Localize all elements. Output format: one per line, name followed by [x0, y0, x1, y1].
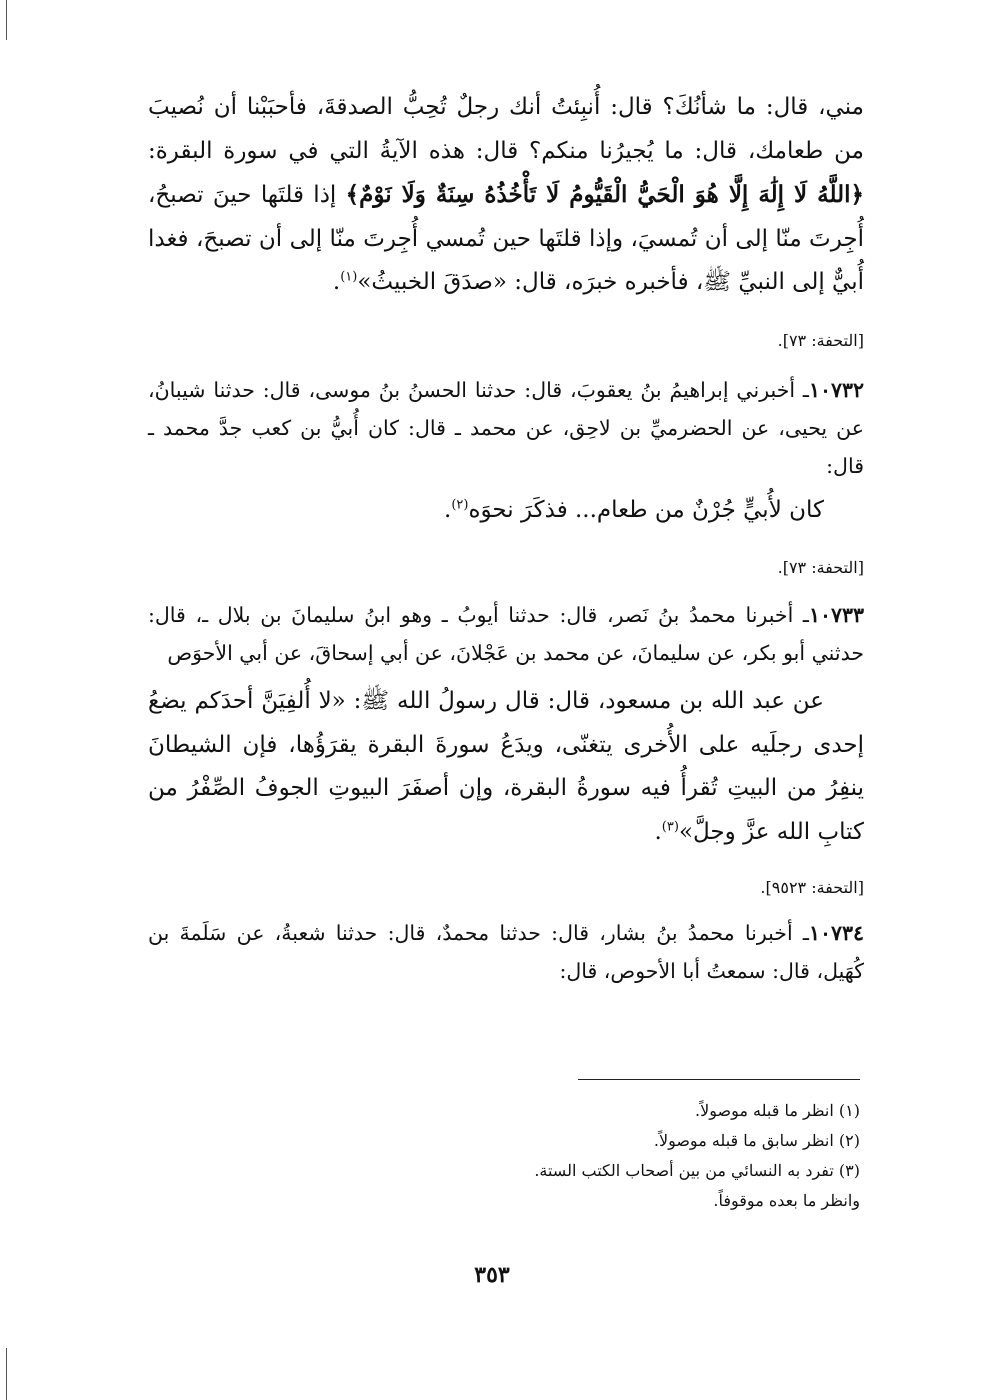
footnote-2: (٢) انظر سابق ما قبله موصولاً. [653, 1131, 860, 1150]
hadith-number-10734: ١٠٧٣٤ [808, 921, 864, 945]
page-body [148, 86, 864, 990]
hadith-10732 [148, 371, 864, 485]
footnote-ref-1: (١) [340, 269, 358, 285]
tuhfa-ref-3: [التحفة: ٩٥٢٣]. [760, 878, 864, 897]
footnote-1: (١) انظر ما قبله موصولاً. [695, 1101, 860, 1120]
page-edge-line-bottom [6, 1348, 7, 1400]
paragraph-2: كان لأُبيٍّ جُرْنٌ من طعام... فذكَرَ نحوَه$^{(٢)}$. [444, 496, 824, 523]
paragraph-3: عن عبد الله بن مسعود، قال: قال رسولُ الله ﷺ: «لا أُلفِيَنَّ أحدَكم يضعُ إحدى رجلَيه على الأُخرى يتغنّى، ويدَعُ سورةَ البقرة يقرَؤُها، فإن الشيطانَ ينفِرُ من البيتِ تُقرأُ فيه سورةُ البقرة، وإن أصفَرَ البيوتِ الجوفُ الصِّفْرُ من كتابِ الله عزَّ وجلَّ»$^{(٣)}$. [148, 688, 864, 845]
hadith-number-10733: ١٠٧٣٣ [808, 603, 864, 627]
footnote-ref-2: (٢) [451, 496, 469, 512]
hadith-10733-text: ـ أخبرنا محمدُ بنُ نَصر، قال: حدثنا أيوبُ ـ وهو ابنُ سليمانَ بن بلال ـ، قال: حدثني أبو بكر، عن سليمانَ، عن محمد بن عَجْلانَ، عن أبي إسحاقَ، عن أبي الأحوَص [148, 603, 864, 665]
hadith-10734-text: ـ أخبرنا محمدُ بنُ بشار، قال: حدثنا محمدٌ، قال: حدثنا شعبةُ، عن سَلَمةَ بن كُهَيل، قال: سمعتُ أبا الأحوص، قال: [148, 921, 864, 983]
paragraph-1-text: مني، قال: ما شأنُكَ؟ قال: أُنبِئتُ أنك رجلٌ تُحِبُّ الصدقةَ، فأحبَبْنا أن نُصيبَ من طعامك، قال: ما يُجيرُنا منكم؟ قال: هذه الآيةُ التي في سورة البقرة: [148, 94, 864, 164]
footnote-3-continued: وانظر ما بعده موقوفاً. [713, 1191, 860, 1210]
footnote-3: (٣) تفرد به النسائي من بين أصحاب الكتب الستة. [534, 1161, 860, 1180]
paragraph-2-text: كان لأُبيٍّ جُرْنٌ من طعام... فذكَرَ نحوَه [468, 496, 824, 523]
footnote-separator [578, 1079, 860, 1080]
paragraph-1: مني، قال: ما شأنُكَ؟ قال: أُنبِئتُ أنك رجلٌ تُحِبُّ الصدقةَ، فأحبَبْنا أن نُصيبَ من طعامك، قال: ما يُجيرُنا منكم؟ قال: هذه الآيةُ التي في سورة البقرة: ﴿اللَّهُ لَا إِلَٰهَ إِلَّا هُوَ الْحَيُّ الْقَيُّومُ لَا تَأْخُذُهُ سِنَةٌ وَلَا نَوْمٌ﴾ إذا قلتَها حينَ تصبحُ، أُجِرتَ منّا إلى أن تُمسيَ، وإذا قلتَها حين تُمسي أُجِرتَ منّا إلى أن تصبحَ، فغدا أُبيٌّ إلى النبيِّ ﷺ، فأخبره خبرَه، قال: «صدَقَ الخبيثُ»$^{(١)}$. [148, 94, 864, 295]
footnotes [420, 1096, 860, 1216]
page-edge-line-top [6, 0, 7, 40]
paragraph-3-text: عن عبد الله بن مسعود، قال: قال رسولُ الله ﷺ: «لا أُلفِيَنَّ أحدَكم يضعُ إحدى رجلَيه على الأُخرى يتغنّى، ويدَعُ سورةَ البقرة يقرَؤُها، فإن الشيطانَ ينفِرُ من البيتِ تُقرأُ فيه سورةُ البقرة، وإن أصفَرَ البيوتِ الجوفُ الصِّفْرُ من كتابِ الله عزَّ وجلَّ» [148, 688, 864, 845]
hadith-10732-text: ـ أخبرني إبراهيمُ بنُ يعقوبَ، قال: حدثنا الحسنُ بنُ موسى، قال: حدثنا شيبانُ، عن يحيى، عن الحضرميِّ بن لاحِق، عن محمد ـ قال: كان أُبيُّ بن كعب جدَّ محمد ـ قال: [148, 377, 864, 478]
hadith-number-10732: ١٠٧٣٢ [808, 377, 864, 402]
page-number: ٣٥٣ [474, 1262, 510, 1288]
hadith-10734 [148, 914, 864, 990]
paragraph-1-end: إذا قلتَها حينَ تصبحُ، أُجِرتَ منّا إلى أن تُمسيَ، وإذا قلتَها حين تُمسي أُجِرتَ منّا إلى أن تصبحَ، فغدا أُبيٌّ إلى النبيِّ ﷺ، فأخبره خبرَه، قال: «صدَقَ الخبيثُ» [148, 182, 864, 295]
hadith-10733 [148, 596, 864, 672]
footnote-ref-3: (٣) [661, 818, 679, 834]
tuhfa-ref-2: [التحفة: ٧٣]. [777, 558, 864, 577]
tuhfa-ref-1: [التحفة: ٧٣]. [777, 330, 864, 350]
quran-verse: ﴿اللَّهُ لَا إِلَٰهَ إِلَّا هُوَ الْحَيُّ الْقَيُّومُ لَا تَأْخُذُهُ سِنَةٌ وَلَا نَوْمٌ﴾ [345, 181, 864, 208]
